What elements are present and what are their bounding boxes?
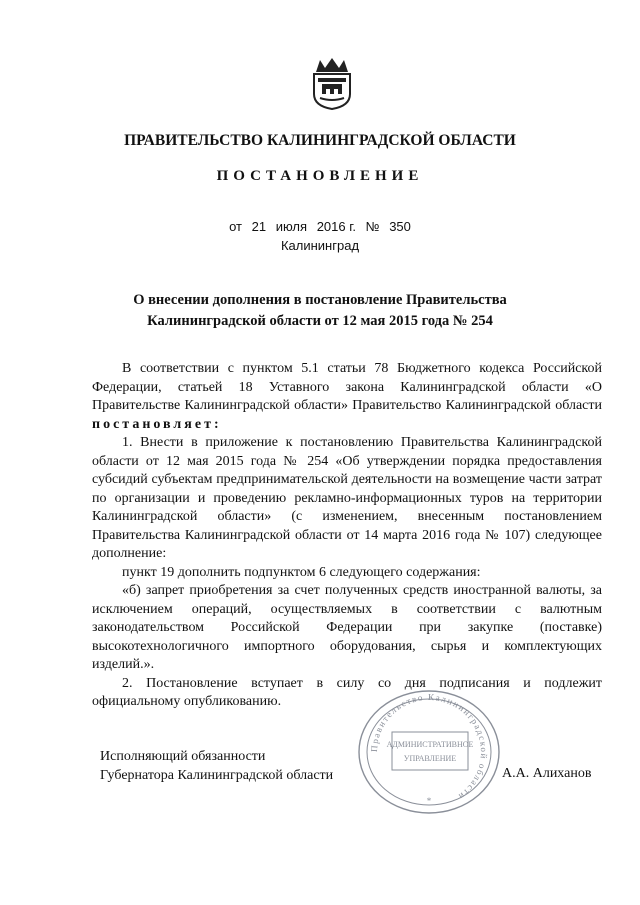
document-body <box>92 360 602 712</box>
date-day: 21 <box>251 219 267 234</box>
document-type: ПОСТАНОВЛЕНИЕ <box>216 168 424 184</box>
resolution-keyword: постановляет: <box>92 416 222 432</box>
number-sign: № <box>365 219 380 234</box>
document-number: 350 <box>389 219 411 234</box>
date-prefix: от <box>229 219 242 234</box>
city: Калининград <box>280 238 360 253</box>
preamble-text: В соответствии с пунктом 5.1 статьи 78 Бюджетного кодекса Российской Федерации, статьей 18 Уставного закона Калининградской области «О Правительстве Калининградской области» Правительство Калининградской области <box>92 361 602 413</box>
svg-text:*: * <box>426 796 432 806</box>
paragraph-item-2: 2. Постановление вступает в силу со дня подписания и подлежит официальному опубликованию. <box>92 675 602 709</box>
position-line: Губернатора Калининградской области <box>100 768 334 783</box>
signatory-name: А.А. Алиханов <box>502 766 592 781</box>
date-year: 2016 г. <box>316 219 356 234</box>
government-title: ПРАВИТЕЛЬСТВО КАЛИНИНГРАДСКОЙ ОБЛАСТИ <box>124 132 516 149</box>
subject-line: О внесении дополнения в постановление Правительства <box>133 292 507 308</box>
official-stamp-icon <box>354 688 504 816</box>
coat-of-arms-icon <box>312 58 352 110</box>
paragraph-preamble <box>92 360 602 434</box>
stamp-center-text: УПРАВЛЕНИЕ <box>403 754 457 763</box>
paragraph-amendment-text: «б) запрет приобретения за счет полученных средств иностранной валюты, за исключением операций, осуществляемых в соответствии с валютным законодательством Российской Федерации при закупке (поставке) высокотехнологичного импортного оборудования, сырья и комплектующих изделий.». <box>92 583 602 672</box>
paragraph-amendment-intro: пункт 19 дополнить подпунктом 6 следующего содержания: <box>122 564 481 580</box>
subject-line: Калининградской области от 12 мая 2015 года № 254 <box>147 313 493 329</box>
position-line: Исполняющий обязанности <box>100 749 266 764</box>
signatory-position <box>100 747 333 785</box>
date-month: июля <box>275 219 308 234</box>
stamp-ring-text: Правительство Калининградской области <box>368 691 490 803</box>
paragraph-item-1: 1. Внести в приложение к постановлению Правительства Калининградской области от 12 мая 2015 года № 254 «Об утверждении порядка предоставления субсидий субъектам предпринимательской деятельности на возмещение части затрат по организации и проведению рекламно-информационных туров на территории Калининградской области» (с изменением, внесенным постановлением Правительства Калининградской области от 14 марта 2016 года № 107) следующее дополнение: <box>92 435 602 561</box>
document-date-line <box>0 219 640 234</box>
document-subject <box>110 290 530 332</box>
stamp-center-text: АДМИНИСТРАТИВНОЕ <box>386 740 474 749</box>
